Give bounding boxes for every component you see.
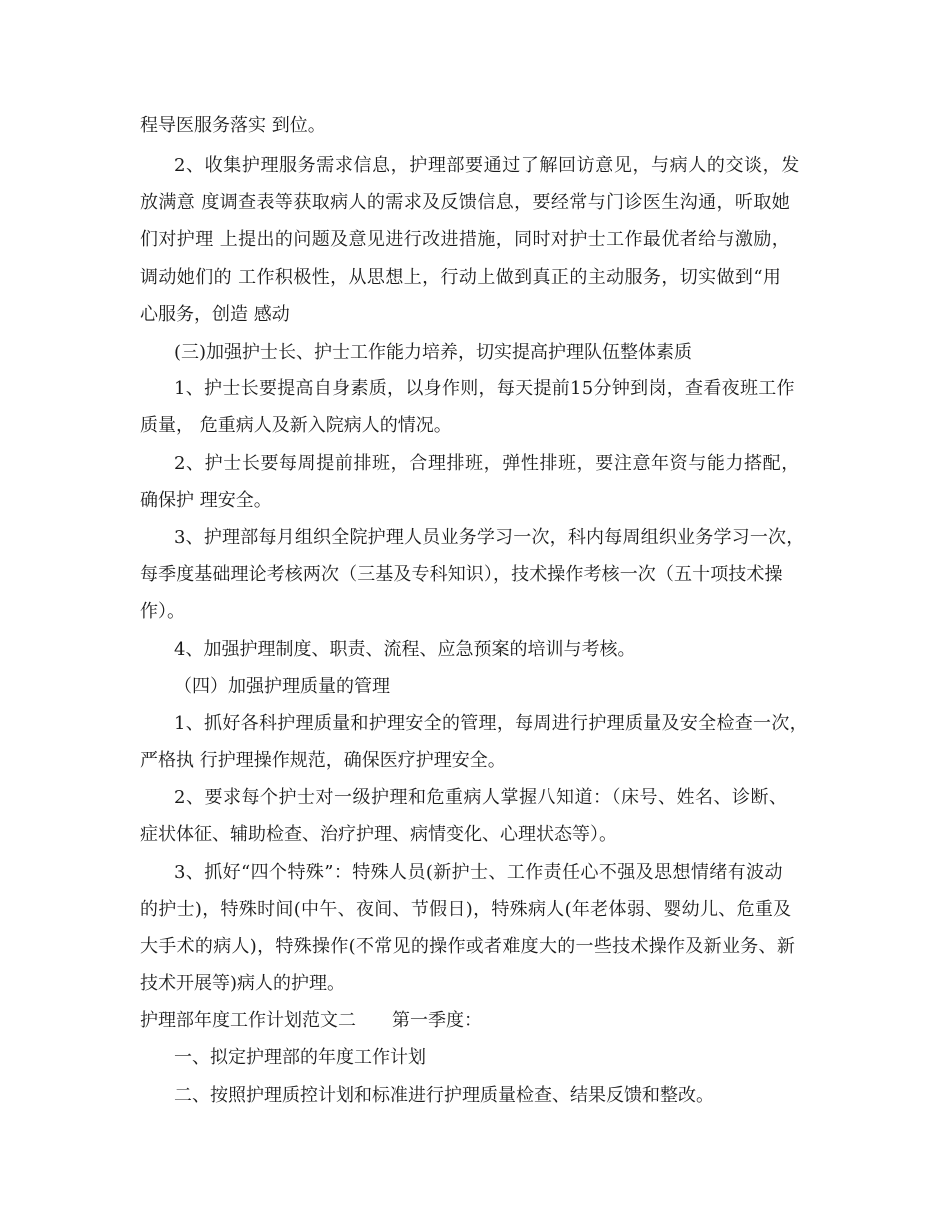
- text-line: 1、抓好各科护理质量和护理安全的管理，每周进行护理质量及安全检查一次，: [174, 713, 808, 734]
- text-line: 确保护 理安全。: [140, 490, 272, 511]
- section-heading: （四）加强护理质量的管理: [174, 676, 390, 697]
- text-line: 2、护士长要每周提前排班，合理排班，弹性排班，要注意年资与能力搭配，: [174, 453, 800, 474]
- text-line: 2、要求每个护士对一级护理和危重病人掌握八知道：（床号、姓名、诊断、: [174, 787, 788, 808]
- text-line: 严格执 行护理操作规范，确保医疗护理安全。: [140, 750, 506, 771]
- text-line: 大手术的病人)，特殊操作(不常见的操作或者难度大的一些技术操作及新业务、新: [140, 936, 796, 957]
- section-heading: 护理部年度工作计划范文二 第一季度：: [140, 1010, 482, 1031]
- text-line: 们对护理 上提出的问题及意见进行改进措施，同时对护士工作最优者给与激励，: [140, 229, 791, 250]
- text-line: 每季度基础理论考核两次（三基及专科知识），技术操作考核一次（五十项技术操: [140, 564, 783, 585]
- text-line: 二、按照护理质控计划和标准进行护理质量检查、结果反馈和整改。: [174, 1085, 714, 1106]
- text-line: 3、抓好“四个特殊”：特殊人员(新护士、工作责任心不强及思想情绪有波动: [174, 862, 783, 883]
- text-line: 作）。: [140, 601, 185, 622]
- text-line: 放满意 度调查表等获取病人的需求及反馈信息，要经常与门诊医生沟通，听取她: [140, 192, 791, 213]
- text-line: 2、收集护理服务需求信息，护理部要通过了解回访意见，与病人的交谈，发: [174, 155, 800, 176]
- text-line: 4、加强护理制度、职责、流程、应急预案的培训与考核。: [174, 639, 636, 660]
- text-line: 一、拟定护理部的年度工作计划: [174, 1047, 426, 1068]
- text-line: 技术开展等)病人的护理。: [140, 973, 346, 994]
- text-line: 程导医服务落实 到位。: [140, 115, 326, 136]
- text-line: 心服务，创造 感动: [140, 304, 290, 325]
- text-line: 调动她们的 工作积极性，从思想上，行动上做到真正的主动服务，切实做到“用: [140, 267, 782, 288]
- text-line: 3、护理部每月组织全院护理人员业务学习一次，科内每周组织业务学习一次，: [174, 527, 805, 548]
- text-line: 质量， 危重病人及新入院病人的情况。: [140, 415, 452, 436]
- text-line: 的护士)，特殊时间(中午、夜间、节假日)，特殊病人(年老体弱、婴幼儿、危重及: [140, 899, 792, 920]
- text-line: 症状体征、辅助检查、治疗护理、病情变化、心理状态等）。: [140, 824, 617, 845]
- section-heading: (三)加强护士长、护士工作能力培养，切实提高护理队伍整体素质: [174, 342, 693, 363]
- text-line: 1、护士长要提高自身素质，以身作则，每天提前15分钟到岗，查看夜班工作: [174, 378, 795, 399]
